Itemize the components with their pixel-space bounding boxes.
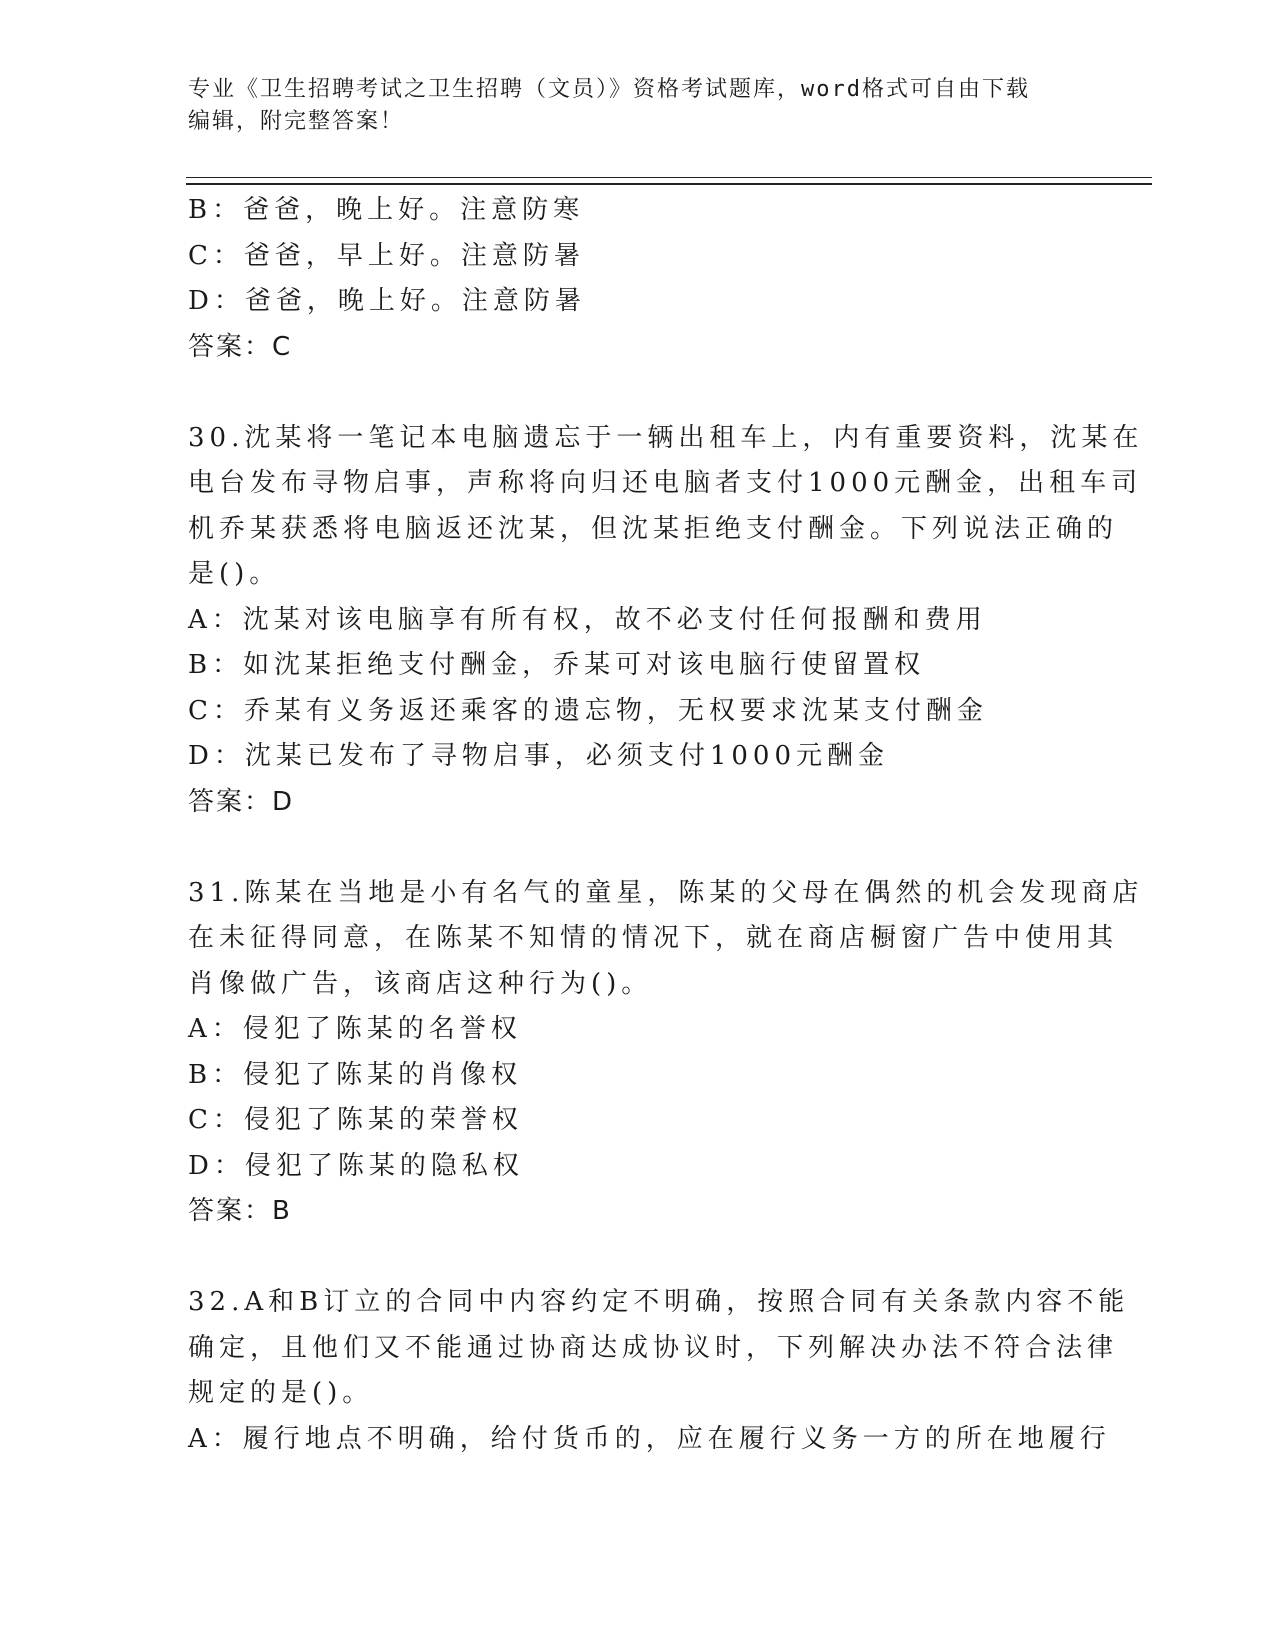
spacer — [188, 1235, 1088, 1281]
question-text-line: 30.沈某将一笔记本电脑遗忘于一辆出租车上，内有重要资料，沈某在 — [188, 422, 1144, 453]
question-text-line: 电台发布寻物启事，声称将向归还电脑者支付1000元酬金，出租车司 — [188, 468, 1143, 498]
answer-line: 答案：D — [188, 786, 295, 817]
option-d: D：沈某已发布了寻物启事，必须支付1000元酬金 — [188, 741, 890, 771]
question-text-line: 确定，且他们又不能通过协商达成协议时，下列解决办法不符合法律 — [188, 1332, 1119, 1363]
answer-line: 答案：C — [188, 331, 293, 362]
option-b: B：侵犯了陈某的肖像权 — [188, 1059, 523, 1090]
header-rule-thick — [186, 183, 1152, 185]
question-text-line: 是()。 — [188, 559, 281, 589]
question-30 — [188, 416, 1144, 826]
document-body — [188, 188, 1144, 1462]
page-header — [188, 74, 1088, 138]
option-c: C：侵犯了陈某的荣誉权 — [188, 1105, 523, 1135]
spacer — [188, 825, 1088, 871]
option-b: B：爸爸，晚上好。注意防寒 — [188, 195, 585, 225]
option-b: B：如沈某拒绝支付酬金，乔某可对该电脑行使留置权 — [188, 650, 926, 680]
question-29-continued — [188, 188, 1088, 370]
option-d: D：侵犯了陈某的隐私权 — [188, 1150, 524, 1181]
question-text-line: 在未征得同意，在陈某不知情的情况下，就在商店橱窗广告中使用其 — [188, 923, 1119, 953]
spacer — [188, 370, 1088, 416]
question-text-line: 机乔某获悉将电脑返还沈某，但沈某拒绝支付酬金。下列说法正确的 — [188, 513, 1119, 544]
option-a: A：沈某对该电脑享有所有权，故不必支付任何报酬和费用 — [188, 604, 987, 635]
header-line-1: 专业《卫生招聘考试之卫生招聘（文员）》资格考试题库，word格式可自由下载 — [188, 77, 1030, 102]
option-a: A：侵犯了陈某的名誉权 — [188, 1014, 522, 1044]
question-text-line: 肖像做广告，该商店这种行为()。 — [188, 968, 653, 999]
option-d: D：爸爸，晚上好。注意防暑 — [188, 286, 586, 316]
answer-line: 答案：B — [188, 1196, 292, 1226]
option-a: A：履行地点不明确，给付货币的，应在履行义务一方的所在地履行 — [188, 1423, 1111, 1454]
question-text-line: 规定的是()。 — [188, 1378, 374, 1408]
header-rule-thin — [186, 177, 1152, 178]
question-text-line: 31.陈某在当地是小有名气的童星，陈某的父母在偶然的机会发现商店 — [188, 877, 1144, 908]
question-31 — [188, 871, 1144, 1235]
option-c: C：乔某有义务返还乘客的遗忘物，无权要求沈某支付酬金 — [188, 695, 988, 726]
option-c: C：爸爸，早上好。注意防暑 — [188, 240, 585, 271]
header-line-2: 编辑，附完整答案！ — [188, 109, 405, 134]
question-32 — [188, 1280, 1130, 1462]
question-text-line: 32.A和B订立的合同中内容约定不明确，按照合同有关条款内容不能 — [188, 1287, 1130, 1317]
